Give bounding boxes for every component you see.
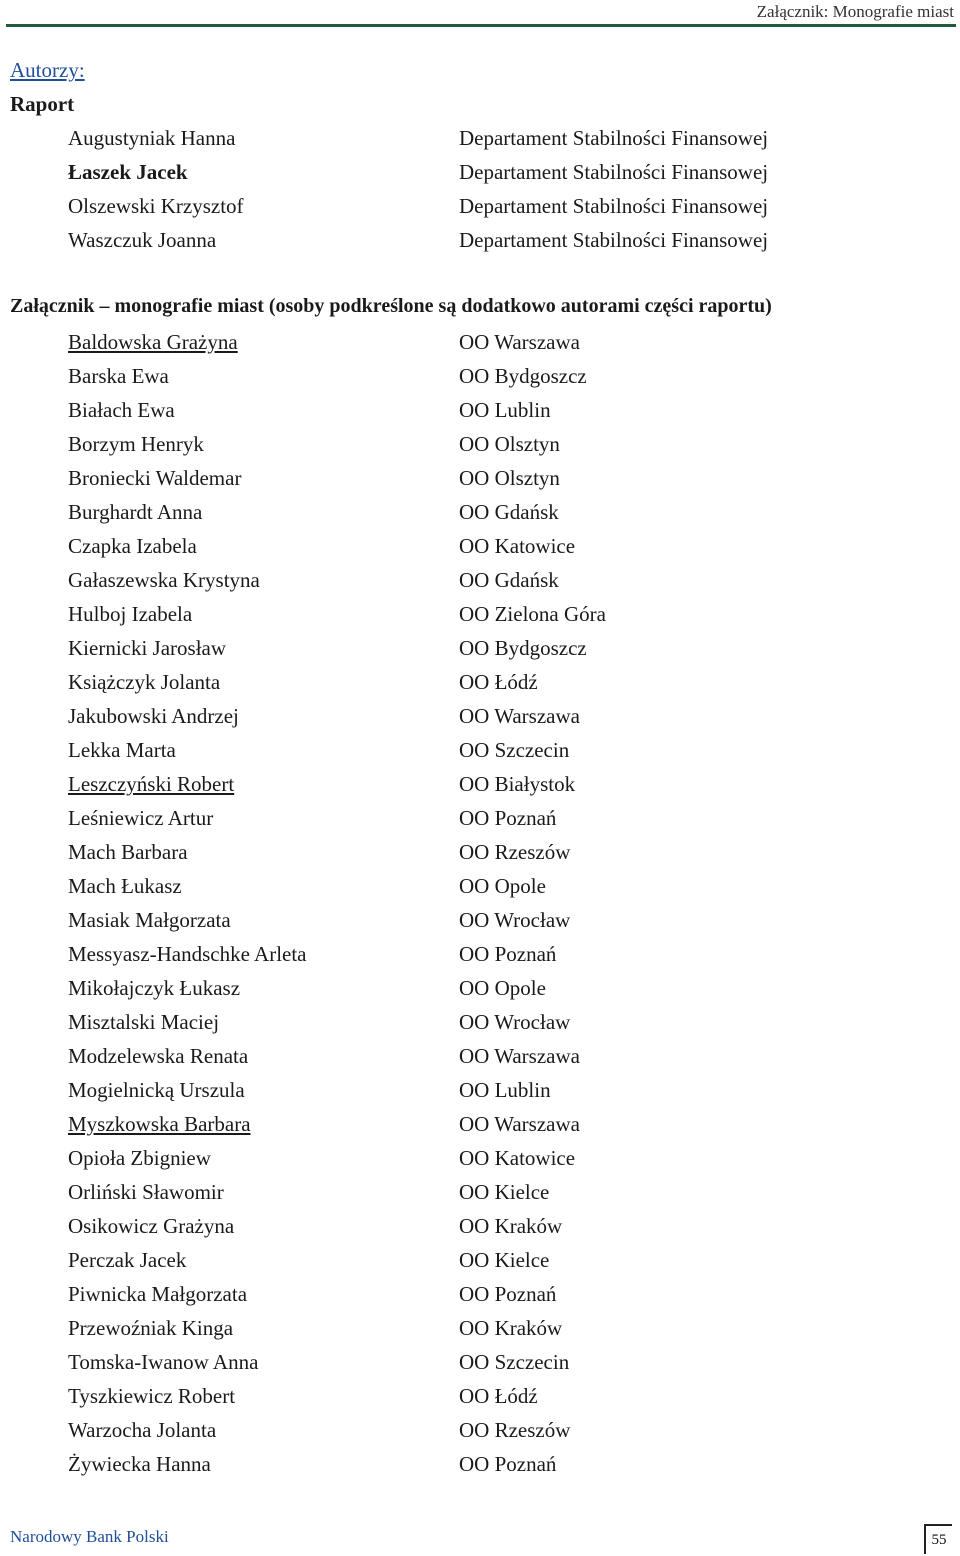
office-name: OO Poznań [459, 806, 557, 830]
page-number: 55 [924, 1524, 952, 1554]
office-name: OO Poznań [459, 1452, 557, 1476]
person-name: Żywiecka Hanna [68, 1452, 211, 1476]
person-name: Tomska-Iwanow Anna [68, 1350, 259, 1374]
person-name: Warzocha Jolanta [68, 1418, 217, 1442]
office-name: OO Wrocław [459, 1010, 571, 1034]
office-name: OO Kraków [459, 1214, 563, 1238]
person-name: Jakubowski Andrzej [68, 704, 239, 728]
office-name: OO Zielona Góra [459, 602, 606, 626]
running-header: Załącznik: Monografie miast [756, 2, 954, 21]
office-name: OO Łódź [459, 1384, 538, 1408]
person-name: Mikołajczyk Łukasz [68, 976, 241, 1000]
office-name: OO Poznań [459, 1282, 557, 1306]
person-name: Mogielnicką Urszula [68, 1078, 245, 1102]
footer-brand: Narodowy Bank Polski [10, 1527, 169, 1546]
office-name: OO Białystok [459, 772, 576, 796]
person-name: Piwnicka Małgorzata [68, 1282, 248, 1306]
person-name: Misztalski Maciej [68, 1010, 220, 1034]
person-name: Masiak Małgorzata [68, 908, 231, 932]
person-name: Tyszkiewicz Robert [68, 1384, 236, 1408]
person-name: Augustyniak Hanna [68, 126, 236, 150]
office-name: OO Katowice [459, 1146, 576, 1170]
person-name: Leśniewicz Artur [68, 806, 214, 830]
person-name: Hulboj Izabela [68, 602, 193, 626]
person-name: Opioła Zbigniew [68, 1146, 211, 1170]
person-name: Perczak Jacek [68, 1248, 187, 1272]
person-name: Kiernicki Jarosław [68, 636, 227, 660]
person-name: Białach Ewa [68, 398, 175, 422]
department-name: Departament Stabilności Finansowej [459, 160, 769, 184]
department-name: Departament Stabilności Finansowej [459, 194, 769, 218]
person-name: Książczyk Jolanta [68, 670, 221, 694]
office-name: OO Rzeszów [459, 1418, 571, 1442]
person-name: Mach Łukasz [68, 874, 182, 898]
raport-heading: Raport [10, 92, 75, 116]
office-name: OO Olsztyn [459, 432, 560, 456]
office-name: OO Lublin [459, 398, 551, 422]
person-name: Borzym Henryk [68, 432, 204, 456]
person-name: Myszkowska Barbara [68, 1112, 251, 1136]
office-name: OO Warszawa [459, 1112, 580, 1136]
department-name: Departament Stabilności Finansowej [459, 126, 769, 150]
office-name: OO Katowice [459, 534, 576, 558]
office-name: OO Olsztyn [459, 466, 560, 490]
office-name: OO Kielce [459, 1180, 550, 1204]
office-name: OO Kraków [459, 1316, 563, 1340]
person-name: Olszewski Krzysztof [68, 194, 244, 218]
office-name: OO Bydgoszcz [459, 636, 587, 660]
office-name: OO Lublin [459, 1078, 551, 1102]
office-name: OO Gdańsk [459, 568, 559, 592]
office-name: OO Opole [459, 976, 546, 1000]
person-name: Przewoźniak Kinga [68, 1316, 234, 1340]
monografie-heading: Załącznik – monografie miast (osoby podkreślone są dodatkowo autorami części raportu) [10, 295, 772, 317]
office-name: OO Szczecin [459, 738, 570, 762]
office-name: OO Szczecin [459, 1350, 570, 1374]
person-name: Modzelewska Renata [68, 1044, 249, 1068]
office-name: OO Poznań [459, 942, 557, 966]
person-name: Burghardt Anna [68, 500, 203, 524]
office-name: OO Łódź [459, 670, 538, 694]
person-name: Lekka Marta [68, 738, 176, 762]
office-name: OO Warszawa [459, 1044, 580, 1068]
person-name: Orliński Sławomir [68, 1180, 224, 1204]
person-name: Gałaszewska Krystyna [68, 568, 260, 592]
office-name: OO Gdańsk [459, 500, 559, 524]
office-name: OO Warszawa [459, 330, 580, 354]
office-name: OO Rzeszów [459, 840, 571, 864]
authors-label: Autorzy: [10, 58, 85, 82]
office-name: OO Warszawa [459, 704, 580, 728]
header-rule [6, 24, 956, 27]
office-name: OO Kielce [459, 1248, 550, 1272]
person-name: Baldowska Grażyna [68, 330, 238, 354]
department-name: Departament Stabilności Finansowej [459, 228, 769, 252]
person-name: Waszczuk Joanna [68, 228, 217, 252]
office-name: OO Wrocław [459, 908, 571, 932]
person-name: Barska Ewa [68, 364, 169, 388]
person-name: Leszczyński Robert [68, 772, 235, 796]
person-name: Mach Barbara [68, 840, 188, 864]
person-name: Broniecki Waldemar [68, 466, 242, 490]
office-name: OO Opole [459, 874, 546, 898]
person-name: Czapka Izabela [68, 534, 197, 558]
person-name: Łaszek Jacek [68, 160, 188, 184]
person-name: Osikowicz Grażyna [68, 1214, 235, 1238]
person-name: Messyasz-Handschke Arleta [68, 942, 307, 966]
office-name: OO Bydgoszcz [459, 364, 587, 388]
